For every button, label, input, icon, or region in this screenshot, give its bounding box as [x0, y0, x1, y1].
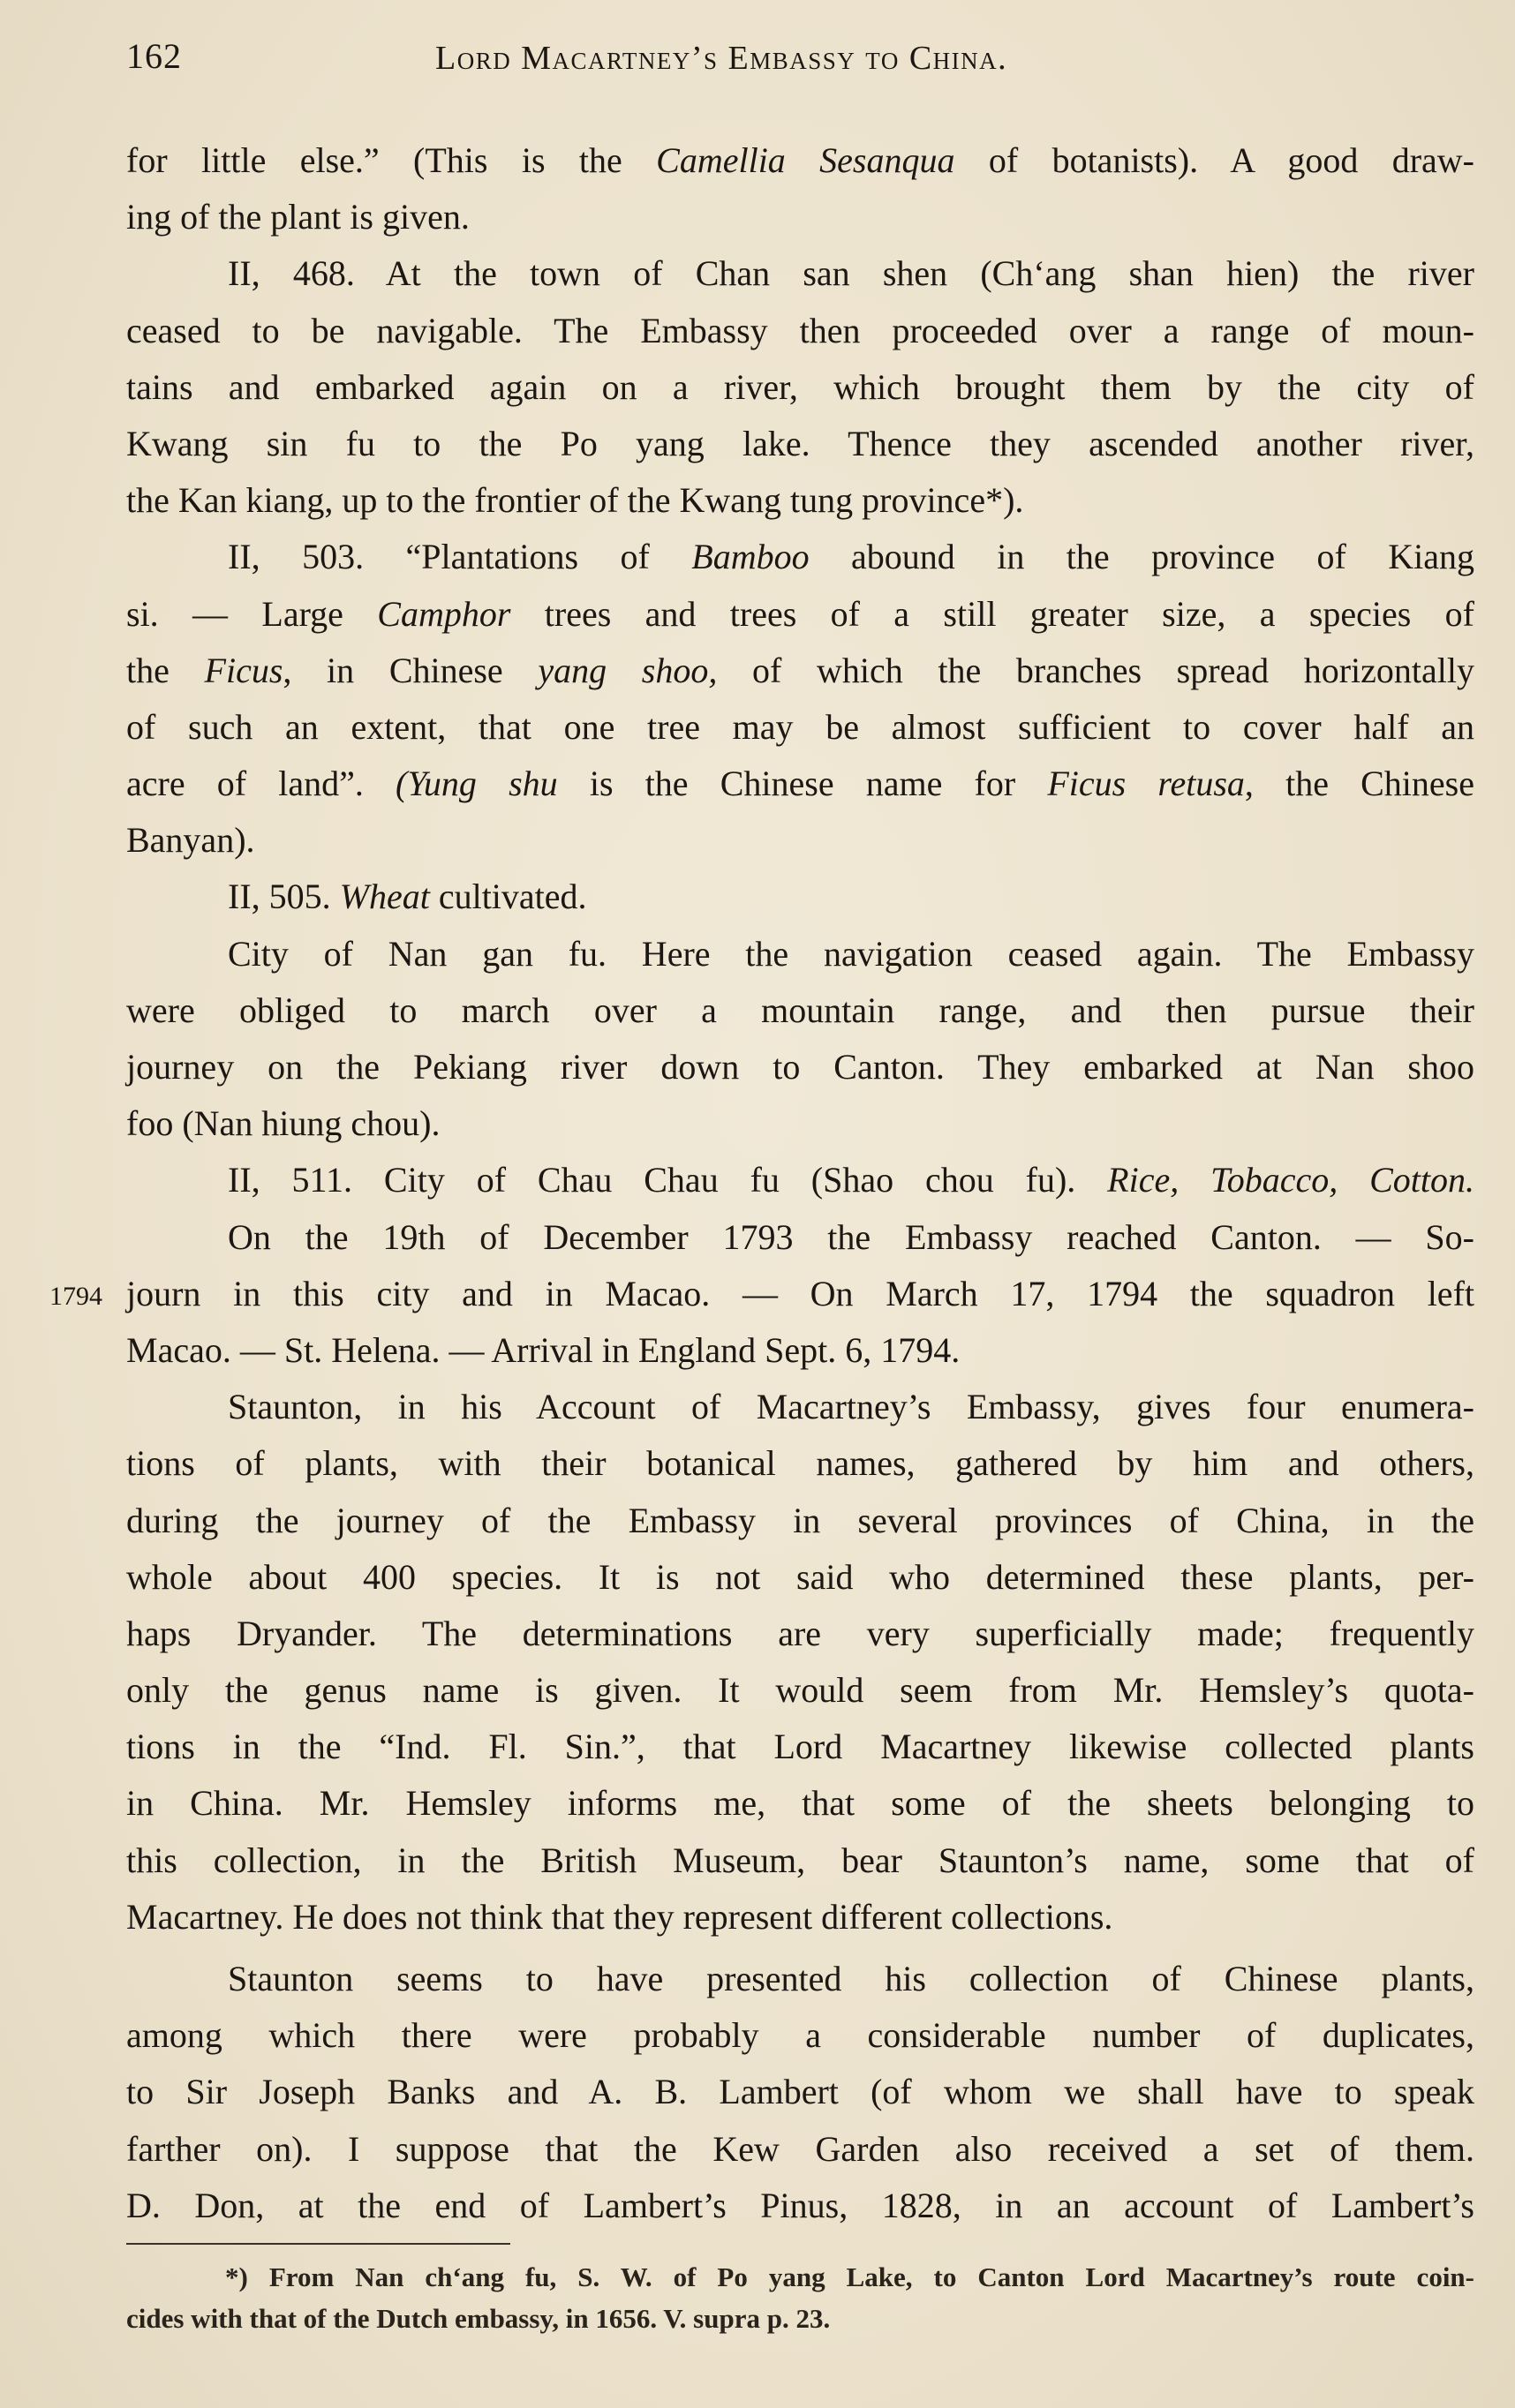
text-line: this collection, in the British Museum, bear Staunton’s name, some that of: [126, 1840, 1474, 1880]
text-line: the Ficus, in Chinese yang shoo, of which the branches spread horizontally: [126, 650, 1475, 690]
text-line: journey on the Pekiang river down to Canton. They embarked at Nan shoo: [126, 1047, 1474, 1087]
text-line: si. — Large Camphor trees and trees of a still greater size, a species of: [126, 593, 1475, 634]
text-line: to Sir Joseph Banks and A. B. Lambert (of whom we shall have to speak: [126, 2072, 1474, 2112]
text-line: acre of land”. (Yung shu is the Chinese name for Ficus retusa, the Chinese: [126, 764, 1474, 804]
text-line: II, 505. Wheat cultivated.: [228, 877, 587, 917]
text-line: Macao. — St. Helena. — Arrival in England Sept. 6, 1794.: [126, 1329, 961, 1370]
text-line: were obliged to march over a mountain range, and then pursue their: [126, 990, 1474, 1030]
text-line: only the genus name is given. It would seem from Mr. Hemsley’s quota-: [126, 1670, 1474, 1711]
text-line: Staunton, in his Account of Macartney’s Embassy, gives four enumera-: [228, 1387, 1474, 1427]
text-line: tions of plants, with their botanical names, gathered by him and others,: [126, 1443, 1474, 1484]
footnote-line: *) From Nan ch‘ang fu, S. W. of Po yang Lake, to Canton Lord Macartney’s route coin-: [225, 2261, 1474, 2292]
text-line: tains and embarked again on a river, which brought them by the city of: [126, 366, 1474, 407]
text-line: Kwang sin fu to the Po yang lake. Thence they ascended another river,: [126, 423, 1474, 463]
text-line: II, 468. At the town of Chan san shen (Ch‘ang shan hien) the river: [228, 253, 1474, 294]
text-line: whole about 400 species. It is not said who determined these plants, per-: [126, 1556, 1474, 1597]
text-line: the Kan kiang, up to the frontier of the Kwang tung province*).: [126, 480, 1024, 521]
text-line: haps Dryander. The determinations are very superficially made; frequently: [126, 1613, 1474, 1653]
text-line: II, 511. City of Chau Chau fu (Shao chou fu). Rice, Tobacco, Cotton.: [228, 1160, 1474, 1200]
running-title: Lord Macartney’s Embassy to China.: [435, 40, 1008, 77]
text-line: farther on). I suppose that the Kew Garden also received a set of them.: [126, 2128, 1474, 2169]
text-line: foo (Nan hiung chou).: [126, 1103, 441, 1144]
text-line: Macartney. He does not think that they represent different collections.: [126, 1896, 1113, 1937]
text-line: Banyan).: [126, 820, 255, 861]
text-line: D. Don, at the end of Lambert’s Pinus, 1828, in an account of Lambert’s: [126, 2185, 1474, 2225]
text-line: II, 503. “Plantations of Bamboo abound in the province of Kiang: [228, 537, 1474, 577]
text-line: On the 19th of December 1793 the Embassy reached Canton. — So-: [228, 1216, 1474, 1257]
text-line: among which there were probably a considerable number of duplicates,: [126, 2015, 1474, 2056]
page-number: 162: [126, 36, 182, 76]
text-line: ing of the plant is given.: [126, 197, 470, 237]
text-line: for little else.” (This is the Camellia Sesanqua of botanists). A good draw-: [126, 140, 1474, 180]
margin-year-note: 1794: [49, 1282, 102, 1311]
page-header: [126, 35, 1473, 88]
text-line: City of Nan gan fu. Here the navigation ceased again. The Embassy: [228, 933, 1474, 974]
body-text: [126, 132, 1474, 2234]
text-line: journ in this city and in Macao. — On March 17, 1794 the squadron left: [126, 1273, 1474, 1313]
text-line: Staunton seems to have presented his collection of Chinese plants,: [228, 1959, 1474, 1998]
footnote-line: cides with that of the Dutch embassy, in 1656. V. supra p. 23.: [126, 2303, 831, 2334]
text-line: during the journey of the Embassy in several provinces of China, in the: [126, 1500, 1474, 1540]
footnote-divider: [126, 2243, 510, 2245]
text-line: in China. Mr. Hemsley informs me, that some of the sheets belonging to: [126, 1783, 1474, 1824]
text-line: of such an extent, that one tree may be almost sufficient to cover half an: [126, 706, 1474, 747]
text-line: ceased to be navigable. The Embassy then proceeded over a range of moun-: [126, 310, 1474, 350]
footnote: [126, 2256, 1474, 2339]
text-line: tions in the “Ind. Fl. Sin.”, that Lord Macartney likewise collected plants: [126, 1727, 1474, 1767]
